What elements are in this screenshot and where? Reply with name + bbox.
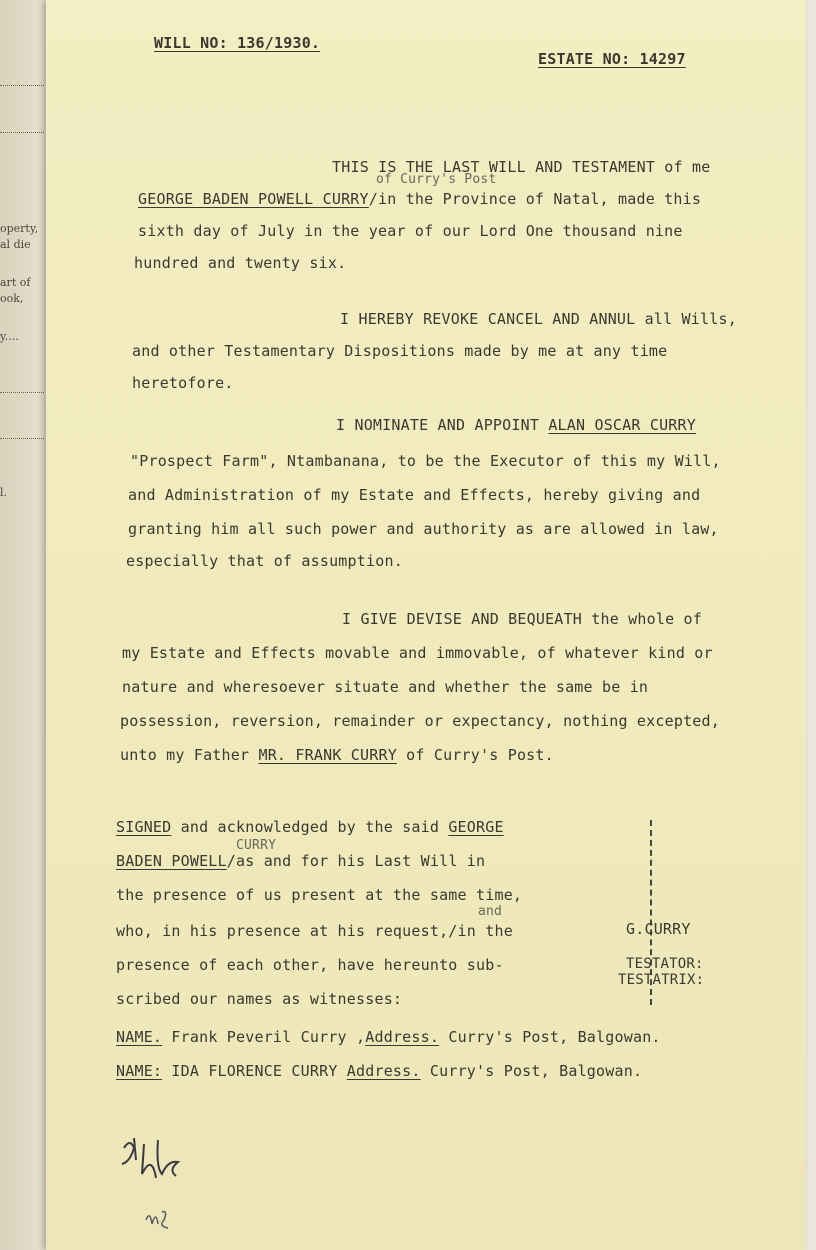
insert-curry: CURRY [236,838,277,853]
beneficiary-place: of Curry's Post. [406,746,554,764]
bequest-line-5 [120,746,554,764]
revocation-line-3: heretofore. [132,374,234,392]
executor-line-2: "Prospect Farm", Ntambanana, to be the Executor of this my Will, [130,452,721,470]
will-document [46,0,806,1250]
attestation-george: GEORGE [448,818,504,836]
dotted-line [0,392,44,393]
bequest-unto: unto my Father [120,746,250,764]
preamble-line-3: sixth day of July in the year of our Lord One thousand nine [138,222,683,240]
attestation-line-6: scribed our names as witnesses: [116,990,403,1008]
prev-page-text: l. [0,486,8,499]
testator-label: TESTATOR: [626,956,704,972]
executor-line-4: granting him all such power and authority as are allowed in law, [128,520,719,538]
bequest-line-1: I GIVE DEVISE AND BEQUEATH the whole of [342,610,702,628]
attestation-line-2 [116,852,485,870]
estate-number: ESTATE NO: 14297 [538,50,686,68]
preamble-line-2-rest: /in the Province of Natal, made this [368,190,702,208]
witness-row-1 [116,1028,661,1046]
attestation-line-3: the presence of us present at the same time, [116,886,523,904]
prev-page-text: y.... [0,330,19,343]
attestation-line-1 [116,818,504,836]
executor-name: ALAN OSCAR CURRY [548,416,697,434]
bequest-line-3: nature and wheresoever situate and whether the same be in [122,678,649,696]
dotted-line [0,438,44,439]
attestation-mid: and acknowledged by the said [180,818,440,836]
testator-name: GEORGE BADEN POWELL CURRY [138,190,369,208]
preamble-line-2 [138,190,701,208]
prev-page-text: ook, [0,292,24,305]
witness-name-label: NAME. [116,1028,163,1046]
attestation-line-2-rest: /as and for his Last Will in [226,852,486,870]
beneficiary-name: MR. FRANK CURRY [258,746,397,764]
executor-line-5: especially that of assumption. [126,552,403,570]
witness-name-label: NAME: [116,1062,163,1080]
interlineation: of Curry's Post [376,172,497,187]
will-number: WILL NO: 136/1930. [154,34,321,52]
preamble-line-4: hundred and twenty six. [134,254,347,272]
bequest-line-4: possession, reversion, remainder or expectancy, nothing excepted, [120,712,720,730]
testator-signature: G.CURRY [626,920,691,938]
witness-separator: , [356,1028,366,1046]
witness-name: Frank Peveril Curry [171,1028,347,1046]
prev-page-text: al die [0,238,31,251]
attestation-line-4: who, in his presence at his request,/in the [116,922,513,940]
revocation-line-2: and other Testamentary Dispositions made by me at any time [132,342,668,360]
bequest-line-2: my Estate and Effects movable and immovable, of whatever kind or [122,644,713,662]
witness-row-2 [116,1062,642,1080]
insert-and: and [478,904,503,919]
revocation-line-1: I HEREBY REVOKE CANCEL AND ANNUL all Wills, [340,310,737,328]
prev-page-text: operty, [0,222,39,235]
attestation-baden-powell: BADEN POWELL [116,852,227,870]
witness-name: IDA FLORENCE CURRY [171,1062,338,1080]
testatrix-label: TESTATRIX: [618,972,705,988]
witness-address: Curry's Post, Balgowan. [448,1028,661,1046]
dotted-line [0,132,44,133]
handwritten-initials [114,1130,184,1240]
preamble-line-1: THIS IS THE LAST WILL AND TESTAMENT of me [332,158,711,176]
background-strip [806,0,816,1250]
executor-intro: I NOMINATE AND APPOINT [336,416,540,434]
witness-address: Curry's Post, Balgowan. [429,1062,643,1080]
attestation-line-5: presence of each other, have hereunto sub- [116,956,504,974]
witness-address-label: Address. [365,1028,440,1046]
signed-word: SIGNED [116,818,172,836]
dotted-line [0,85,44,86]
prev-page-text: art of [0,276,31,289]
executor-line-3: and Administration of my Estate and Effects, hereby giving and [128,486,701,504]
executor-line-1 [336,416,696,434]
witness-address-label: Address. [346,1062,421,1080]
